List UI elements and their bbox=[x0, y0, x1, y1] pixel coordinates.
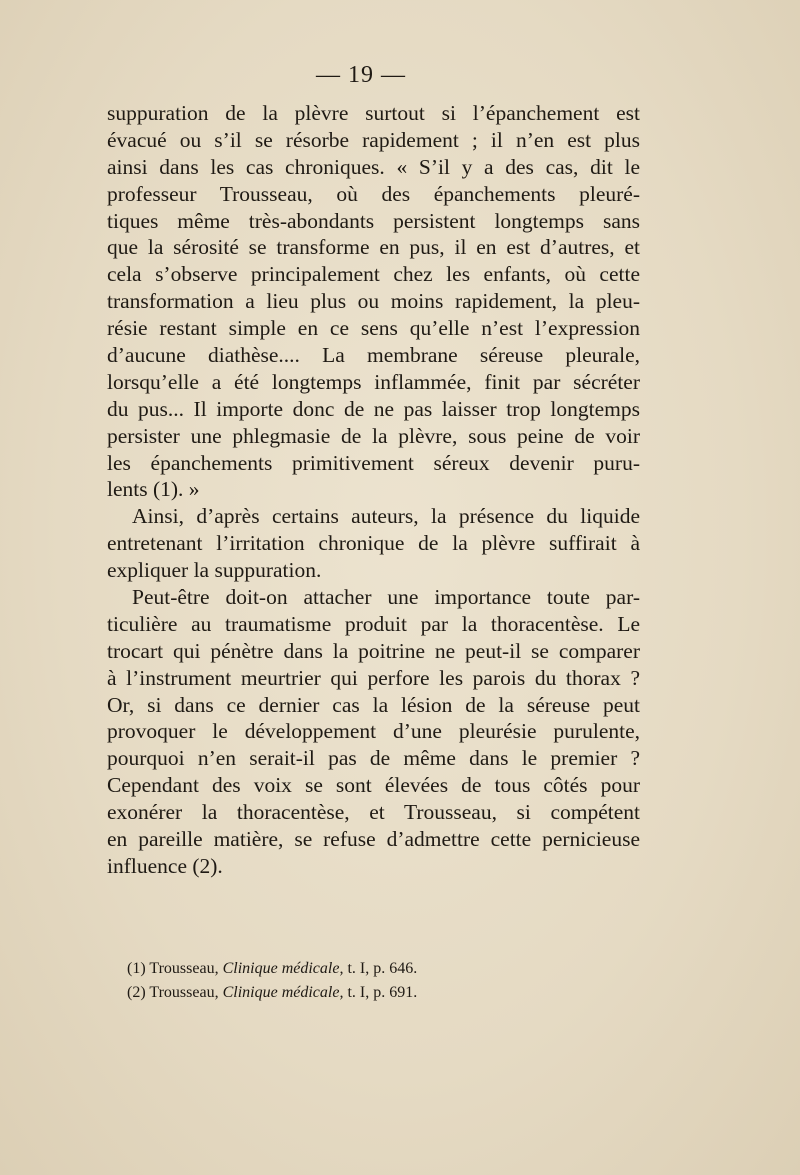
text-line: les épanchements primitivement séreux devenir puru- bbox=[107, 450, 640, 475]
text-line: d’aucune diathèse.... La membrane séreuse pleurale, bbox=[107, 343, 640, 368]
text-line: suppuration de la plèvre surtout si l’épanchement est bbox=[107, 101, 640, 125]
text-line: professeur Trousseau, où des épanchements pleuré- bbox=[107, 181, 640, 206]
text-line: trocart qui pénètre dans la poitrine ne peut-il se comparer bbox=[107, 638, 640, 663]
text-line: à l’instrument meurtrier qui perfore les parois du thorax ? bbox=[107, 665, 640, 690]
text-line: pourquoi n’en serait-il pas de même dans le premier ? bbox=[107, 746, 640, 771]
text-line: expliquer la suppuration. bbox=[107, 558, 322, 583]
text-line: lents (1). » bbox=[107, 477, 200, 502]
footnote-title: Clinique médicale, bbox=[222, 984, 344, 1001]
text-line: cela s’observe principalement chez les enfants, où cette bbox=[107, 262, 640, 287]
text-line: influence (2). bbox=[107, 853, 223, 878]
text-line: persister une phlegmasie de la plèvre, sous peine de voir bbox=[107, 423, 640, 448]
text-line: ticulière au traumatisme produit par la thoracentèse. Le bbox=[107, 611, 640, 636]
footnote-ref: t. I, p. 691. bbox=[347, 984, 418, 1001]
text-line: évacué ou s’il se résorbe rapidement ; il n’en est plus bbox=[107, 127, 640, 152]
text-line: Cependant des voix se sont élevées de tous côtés pour bbox=[107, 773, 640, 798]
text-line: transformation a lieu plus ou moins rapidement, la pleu- bbox=[107, 289, 640, 314]
text-line: provoquer le développement d’une pleurésie purulente, bbox=[107, 719, 640, 744]
page-number: — 19 — bbox=[316, 62, 406, 88]
body-text bbox=[107, 100, 640, 880]
footnote bbox=[127, 957, 607, 981]
text-line: du pus... Il importe donc de ne pas laisser trop longtemps bbox=[107, 396, 640, 421]
text-line: en pareille matière, se refuse d’admettre cette pernicieuse bbox=[107, 827, 640, 852]
footnote-author: Trousseau, bbox=[149, 960, 219, 977]
text-line: lorsqu’elle a été longtemps inflammée, finit par sécréter bbox=[107, 369, 640, 394]
text-line: résie restant simple en ce sens qu’elle n’est l’expression bbox=[107, 316, 640, 341]
footnote bbox=[127, 981, 607, 1005]
text-line: entretenant l’irritation chronique de la plèvre suffirait à bbox=[107, 531, 640, 556]
footnotes bbox=[127, 957, 607, 1005]
text-line: que la sérosité se transforme en pus, il en est d’autres, et bbox=[107, 235, 640, 260]
text-line: Peut-être doit-on attacher une importance toute par- bbox=[132, 585, 640, 610]
footnote-title: Clinique médicale, bbox=[222, 960, 344, 977]
text-line: ainsi dans les cas chroniques. « S’il y a des cas, dit le bbox=[107, 154, 640, 179]
footnote-marker: (1) bbox=[127, 960, 146, 977]
text-line: tiques même très-abondants persistent longtemps sans bbox=[107, 208, 640, 233]
footnote-marker: (2) bbox=[127, 984, 146, 1001]
text-line: Ainsi, d’après certains auteurs, la présence du liquide bbox=[132, 504, 640, 529]
text-line: exonérer la thoracentèse, et Trousseau, si compétent bbox=[107, 800, 640, 825]
footnote-author: Trousseau, bbox=[149, 984, 219, 1001]
text-line: Or, si dans ce dernier cas la lésion de la séreuse peut bbox=[107, 692, 640, 717]
footnote-ref: t. I, p. 646. bbox=[347, 960, 418, 977]
